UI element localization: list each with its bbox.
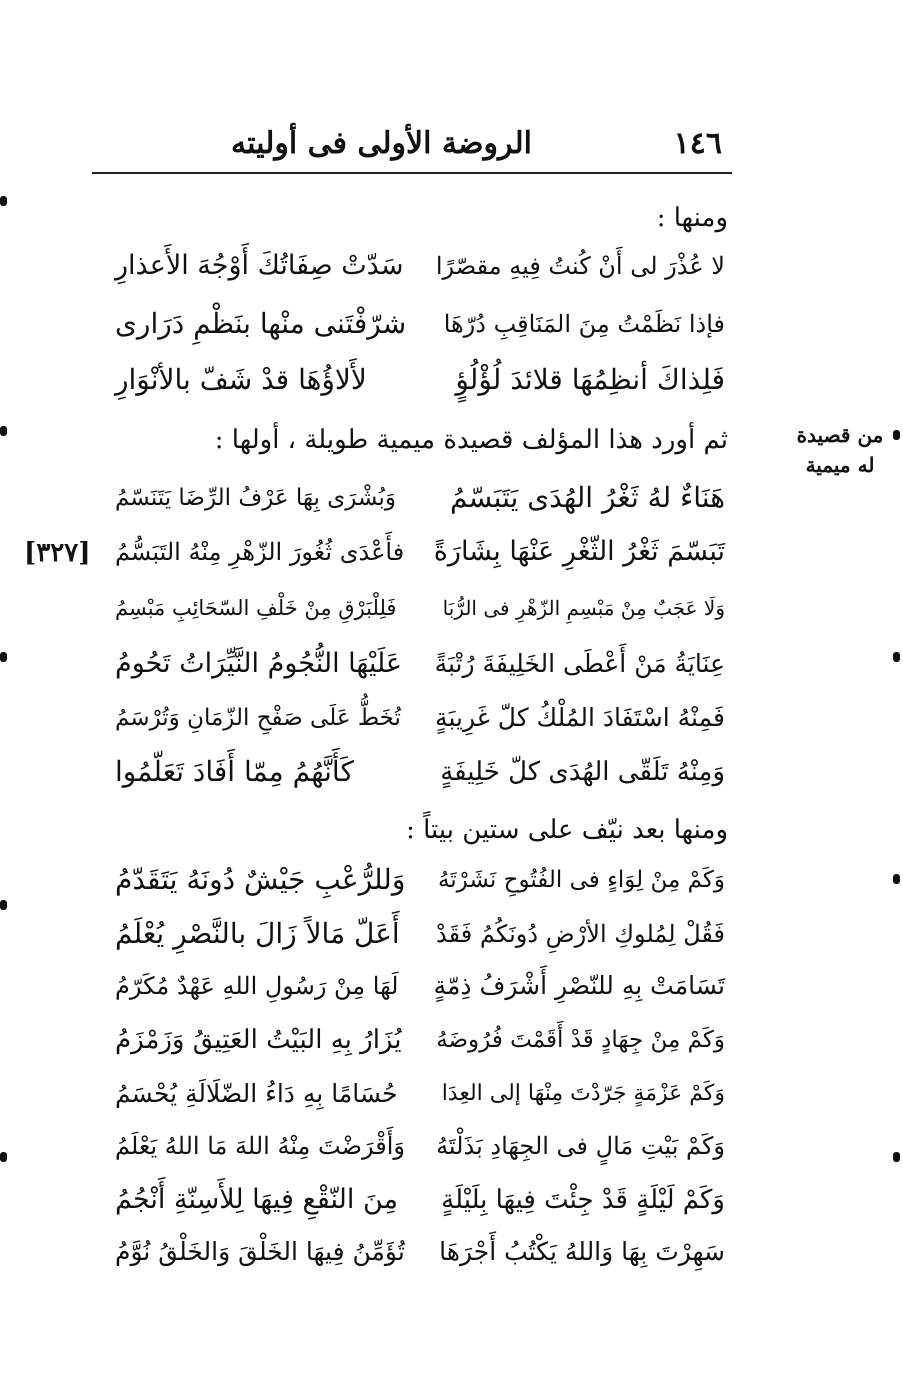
verse-line — [115, 304, 725, 344]
scan-mark — [0, 196, 7, 206]
verse-second-hemistich: عَلَيْهَا النُّجُومُ النَّيِّرَاتُ تَحُومُ — [115, 648, 403, 679]
scan-mark — [0, 426, 7, 436]
scan-mark — [0, 900, 7, 910]
page-header — [92, 118, 732, 168]
verse-first-hemistich: وَكَمْ عَزْمَةٍ جَرّدْتَ مِنْهَا إلى العِدَا — [441, 1081, 725, 1106]
verse-second-hemistich: فأَعْدَى ثُغُورَ الزّهْرِ مِنْهُ التَبَسُّمُ — [115, 538, 405, 566]
verse-first-hemistich: وَكَمْ لَيْلَةٍ قَدْ جِئْتَ فِيهَا بِلَيْلَةٍ — [441, 1185, 725, 1215]
verse-line — [115, 1232, 725, 1272]
verse-line — [115, 360, 725, 400]
verse-second-hemistich: سَدّتْ صِفَاتُكَ أَوْجُهَ الأَعذارِ — [115, 250, 404, 281]
verse-line — [115, 860, 725, 900]
scan-mark — [0, 1152, 7, 1162]
verse-first-hemistich: فَلِذاكَ أنظِمُهَا قلائدَ لُؤْلُؤٍ — [455, 363, 725, 396]
verse-second-hemistich: لأَلاؤُهَا قدْ شَفّ بالأنْوَارِ — [115, 363, 367, 396]
verse-first-hemistich: وَكَمْ مِنْ جِهَادٍ قَدْ أَقَمْتَ فُرُوضَهُ — [436, 1027, 725, 1053]
verse-first-hemistich: لا عُذْرَ لى أَنْ كُنتُ فِيهِ مقصّرًا — [435, 252, 725, 280]
verse-line — [115, 698, 725, 738]
verse-first-hemistich: وَلَا عَجَبٌ مِنْ مَبْسِمِ الزّهْرِ فى الرُّبَا — [442, 596, 725, 620]
verse-second-hemistich: مِنَ النّقْعِ فِيهَا لِلأَسِنّةِ أَنْجُمُ — [115, 1184, 398, 1215]
verse-line — [115, 644, 725, 684]
verse-second-hemistich: شرّفْتَنى منْها بنَظْمِ دَرَارى — [115, 307, 407, 340]
scan-mark — [893, 430, 900, 440]
verse-first-hemistich: تَسَامَتْ بِهِ للنّصْرِ أَشْرَفُ ذِمّةٍ — [433, 971, 725, 1000]
scan-mark — [893, 652, 900, 662]
header-rule — [92, 172, 732, 174]
scan-mark — [893, 874, 900, 884]
section-intro: ثم أورد هذا المؤلف قصيدة ميمية طويلة ، أولها : — [214, 425, 728, 455]
verse-first-hemistich: عِنَايَةُ مَنْ أَعْطَى الخَلِيفَةَ رُتْبَةً — [434, 649, 725, 678]
verse-first-hemistich: وَكَمْ مِنْ لِوَاءٍ فى الفُتُوحِ نَشَرْتَهُ — [437, 867, 725, 893]
verse-first-hemistich: وَكَمْ بَيْتِ مَالٍ فى الجِهَادِ بَذَلْتَهُ — [436, 1132, 725, 1160]
verse-line — [115, 1020, 725, 1060]
scan-mark — [0, 652, 7, 662]
verse-second-hemistich: وَللرُّعْبِ جَيْشٌ دُونَهُ يَتَقَدّمُ — [115, 863, 406, 896]
verse-line — [115, 966, 725, 1006]
verse-line — [115, 1074, 725, 1114]
verse-second-hemistich: كَأَنَّهُمُ مِمّا أَفَادَ تَعَلّمُوا — [115, 755, 354, 788]
verse-line — [115, 246, 725, 286]
verse-second-hemistich: تُخَطُّ عَلَى صَفْحِ الزّمَانِ وَتُرْسَمُ — [115, 705, 401, 731]
verse-second-hemistich: يُزَارُ بِهِ البَيْتُ العَتِيقُ وَزَمْزَمُ — [115, 1025, 402, 1055]
verse-first-hemistich: وَمِنْهُ تَلَقّى الهُدَى كلّ خَلِيفَةٍ — [440, 757, 725, 787]
verse-line — [115, 588, 725, 628]
verse-line — [115, 478, 725, 518]
margin-note: من قصيدة له ميمية — [796, 423, 884, 477]
verse-line — [115, 914, 725, 954]
verse-first-hemistich: فإذا نَظَمْتُ مِنَ المَنَاقِبِ دُرّهَا — [443, 310, 725, 338]
verse-first-hemistich: هَنَاءٌ لهُ ثَغْرُ الهُدَى يَتَبَسّمُ — [450, 481, 725, 514]
scan-mark — [893, 1152, 900, 1162]
margin-reference-number: [٣٢٧] — [24, 538, 91, 568]
verse-second-hemistich: أَعَلّ مَالاً زَالَ بالنَّصْرِ يُعْلَمُ — [115, 917, 400, 950]
verse-second-hemistich: تُؤَمِّنُ فِيهَا الخَلْقَ وَالخَلْقُ نُوَّمُ — [115, 1237, 405, 1266]
verse-line — [115, 1180, 725, 1220]
verse-line — [115, 1126, 725, 1166]
verse-second-hemistich: لَهَا مِنْ رَسُولِ اللهِ عَهْدٌ مُكَرّمُ — [115, 972, 399, 1000]
verse-first-hemistich: تَبَسّمَ ثَغْرُ الثّغْرِ عَنْهَا بِشَارَةً — [433, 536, 725, 567]
verse-first-hemistich: فَمِنْهُ اسْتَفَادَ المُلْكُ كلّ غَرِيبَةٍ — [435, 703, 725, 732]
verse-second-hemistich: فَلِلْبَرْقِ مِنْ خَلْفِ السّحَائِبِ مَبْسِمُ — [115, 596, 397, 620]
running-title: الروضة الأولى فى أوليته — [231, 126, 532, 161]
verse-second-hemistich: وَأَقْرَضْتَ مِنْهُ اللهَ مَا اللهُ يَعْلَمُ — [115, 1132, 405, 1160]
page-number: ١٤٦ — [673, 126, 722, 161]
verse-first-hemistich: سَهِرْتَ بِهَا وَاللهُ يَكْتُبُ أَجْرَهَا — [439, 1237, 725, 1266]
verse-line — [115, 532, 725, 572]
verse-second-hemistich: وَبُشْرَى بِهَا عَرْفُ الرِّضَا يَتَنَسّمُ — [115, 485, 396, 511]
verse-line — [115, 752, 725, 792]
verse-first-hemistich: فَقُلْ لِمُلوكِ الأرْضِ دُونَكُمُ فَقَدْ — [436, 920, 725, 948]
section-intro: ومنها بعد نيّف على ستين بيتاً : — [406, 815, 728, 845]
section-intro: ومنها : — [656, 203, 728, 233]
verse-second-hemistich: حُسَامًا بِهِ دَاءُ الضّلَالَةِ يُحْسَمُ — [115, 1079, 398, 1108]
